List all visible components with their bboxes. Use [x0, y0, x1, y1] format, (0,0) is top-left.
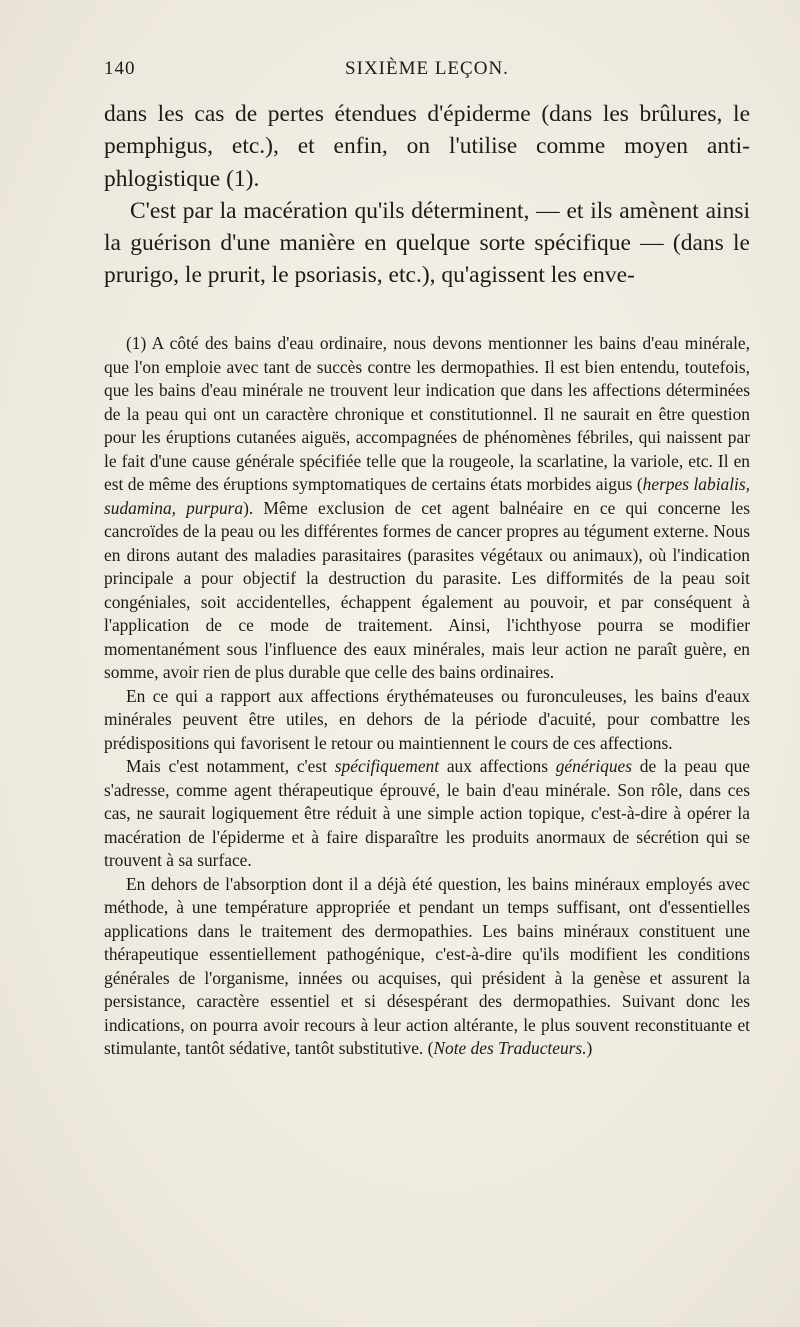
page-number: 140	[104, 58, 136, 79]
footnote-p4-italic: Note des Traducteurs.	[433, 1038, 587, 1058]
footnote-paragraph-3	[104, 755, 750, 873]
footnote-paragraph-1	[104, 332, 750, 685]
running-title: SIXIÈME LEÇON.	[345, 58, 509, 79]
footnote-paragraph-2: En ce qui a rapport aux affections érythémateuses ou furonculeuses, les bains d'eaux minérales peuvent être utiles, en dehors de la période d'acuité, pour combattre les prédispositions qui favorisent le retour ou maintiennent le cours de ces affections.	[104, 685, 750, 753]
footnote-paragraph-4	[104, 873, 750, 1061]
footnote-p3-italic-1: spécifiquement	[334, 756, 440, 776]
footnote-p3-b: aux affections	[439, 756, 556, 776]
footnote	[104, 332, 750, 1061]
footnote-p1-italic: herpes labialis, sudamina, purpura	[104, 474, 750, 518]
footnote-p1-end: ). Même exclusion de cet agent balnéaire en ce qui concerne les cancroïdes de la peau ou les différentes formes de cancer propres au tégument externe. Nous en dirons autant des maladies parasitaires (parasites végétaux ou animaux), où l'indication principale a pour objectif la destruction du parasite. Les difformités de la peau soit congéniales, soit accidentelles, échappent également au pouvoir, et par conséquent à l'application de ce mode de traitement. Ainsi, l'ichthyose pourra se modifier momentanément sous l'influence des eaux minérales, mais leur action ne paraît guère, en somme, avoir rien de plus durable que celle des bains ordinaires.	[104, 497, 751, 682]
main-paragraph-2: C'est par la macération qu'ils déterminent, — et ils amènent ainsi la guérison d'une manière en quelque sorte spécifique — (dans le prurigo, le prurit, le psoriasis, etc.), qu'agissent les enve-	[104, 197, 750, 289]
main-text	[104, 98, 750, 292]
main-paragraph-1: dans les cas de pertes étendues d'épiderme (dans les brûlures, le pemphigus, etc.), et enfin, on l'utilise comme moyen anti-phlogistique (1).	[104, 101, 750, 192]
footnote-p4-end: )	[586, 1038, 593, 1058]
footnote-p1-start: (1) A côté des bains d'eau ordinaire, nous devons mentionner les bains d'eau minérale, que l'on emploie avec tant de succès contre les dermopathies. Il est bien entendu, toutefois, que les bains d'eau minérale ne trouvent leur indication que dans les affections déterminées de la peau qui ont un caractère chronique et constitutionnel. Il ne saurait en être question pour les éruptions cutanées aiguës, accompagnées de phénomènes fébriles, qui naissent par le fait d'une cause générale spécifiée telle que la rougeole, la scarlatine, la variole, etc. Il en est de même des éruptions symptomatiques de certains états morbides aigus (	[104, 333, 750, 494]
footnote-p3-c: de la peau que s'adresse, comme agent thérapeutique éprouvé, le bain d'eau minérale. Son rôle, dans ces cas, ne saurait logiquement être réduit à une simple action topique, c'est-à-dire à opérer la macération de l'épiderme et à faire disparaître les produits anormaux de sécrétion qui se trouvent à sa surface.	[104, 756, 750, 870]
footnote-p3-italic-2: génériques	[555, 756, 633, 776]
footnote-p3-a: Mais c'est notamment, c'est	[126, 756, 335, 776]
running-header	[104, 58, 750, 90]
footnote-p4-text: En dehors de l'absorption dont il a déjà été question, les bains minéraux employés avec méthode, à une température appropriée et pendant un temps suffisant, ont d'essentielles applications dans le traitement des dermopathies. Les bains minéraux constituent une thérapeutique essentiellement pathogénique, c'est-à-dire qu'ils modifient les conditions générales de l'organisme, innées ou acquises, qui président à la genèse et assurent la persistance, caractère essentiel et si désespérant des dermopathies. Suivant donc les indications, on pourra avoir recours à leur action altérante, le plus souvent reconstituante et stimulante, tantôt sédative, tantôt substitutive. (	[104, 873, 750, 1058]
